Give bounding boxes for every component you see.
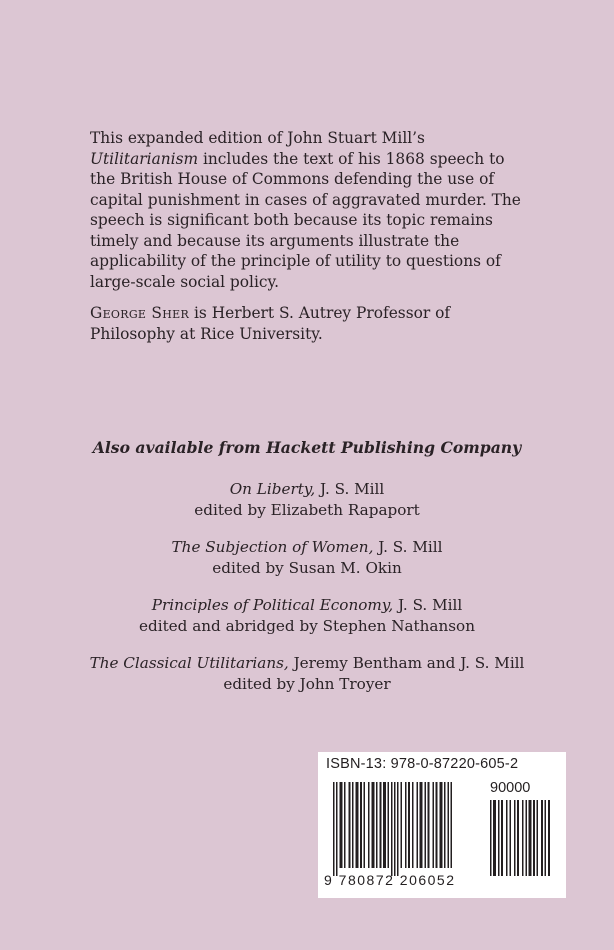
barcode-bar: [510, 800, 512, 876]
barcode-bar: [408, 782, 410, 868]
barcode-bar: [501, 800, 503, 876]
barcode-bar: [401, 782, 403, 868]
barcode-bar: [425, 782, 427, 868]
barcode-bar: [440, 782, 443, 868]
book-editor: edited by Susan M. Okin: [212, 558, 402, 577]
barcode-bar: [349, 782, 351, 868]
barcode-bar: [383, 782, 386, 868]
author-bio: [90, 303, 530, 344]
also-available-heading: Also available from Hackett Publishing Company: [92, 438, 522, 457]
barcode-bar: [548, 800, 550, 876]
book-list: [0, 479, 614, 711]
book-title: On Liberty,: [229, 480, 316, 498]
editor-name: George Sher: [90, 304, 190, 322]
barcode-box: [318, 752, 566, 898]
barcode-bar: [448, 782, 450, 868]
barcode-bar: [412, 782, 414, 868]
barcode-bar: [514, 800, 516, 876]
editor-bio-text: is Herbert S. Autrey Professor of Philosophy at Rice University.: [90, 304, 451, 343]
barcode-bar: [352, 782, 354, 868]
barcode-bar: [368, 782, 370, 868]
barcode-bar: [388, 782, 390, 868]
barcode-bar: [451, 782, 453, 868]
barcode-bar: [436, 782, 438, 868]
book-editor: edited by John Troyer: [223, 674, 391, 693]
book-title: The Classical Utilitarians,: [89, 654, 289, 672]
barcode-bar: [405, 782, 407, 868]
barcode-bar: [529, 800, 532, 876]
price-code: 90000: [490, 780, 531, 796]
barcode-bar: [394, 782, 396, 876]
barcode-bar: [397, 782, 399, 876]
barcode-bar: [380, 782, 382, 868]
barcode-bar: [490, 800, 492, 876]
barcode-bar: [433, 782, 435, 868]
barcode-bar: [498, 800, 500, 876]
description-paragraph: [90, 128, 530, 292]
barcode-bar: [493, 800, 496, 876]
barcode-bar: [417, 782, 419, 868]
barcode-bar: [356, 782, 359, 868]
barcode-bar: [517, 800, 519, 876]
barcode-bar: [537, 800, 539, 876]
barcode-bar: [526, 800, 528, 876]
barcode-bar: [333, 782, 335, 876]
book-title: Principles of Political Economy,: [151, 596, 394, 614]
barcode-bar: [344, 782, 346, 868]
book-entry: [0, 595, 614, 636]
ean-barcode-bars: [333, 782, 481, 876]
book-author: Jeremy Bentham and J. S. Mill: [288, 654, 525, 672]
book-entry: [0, 537, 614, 578]
ean-digits: 9 780872 206052: [324, 872, 456, 888]
blurb-text-start: This expanded edition of John Stuart Mill’s: [90, 129, 425, 147]
book-author: J. S. Mill: [373, 538, 443, 556]
blurb-text-end: includes the text of his 1868 speech to the British House of Commons defending the use of capital punishment in cases of aggravated murder. The speech is significant both because its topic remains timely and because its arguments illustrate the applicability of the principle of utility to questions of large-scale social policy.: [90, 149, 521, 291]
barcode-bar: [360, 782, 362, 868]
barcode-bar: [376, 782, 378, 868]
barcode-bar: [541, 800, 543, 876]
book-entry: [0, 653, 614, 694]
barcode-bar: [340, 782, 343, 868]
book-editor: edited by Elizabeth Rapaport: [194, 500, 420, 519]
addon-barcode-bars: [490, 800, 550, 876]
barcode-bar: [444, 782, 446, 868]
book-title-utilitarianism: Utilitarianism: [90, 149, 199, 168]
book-author: J. S. Mill: [315, 480, 385, 498]
barcode-bar: [428, 782, 430, 868]
barcode-bar: [372, 782, 375, 868]
book-author: J. S. Mill: [393, 596, 463, 614]
isbn-label: ISBN-13: 978-0-87220-605-2: [326, 756, 519, 772]
book-entry: [0, 479, 614, 520]
barcode-bar: [533, 800, 535, 876]
barcode-bar: [522, 800, 524, 876]
barcode-bar: [391, 782, 393, 876]
barcode-bar: [364, 782, 366, 868]
barcode-bar: [506, 800, 508, 876]
barcode-bar: [420, 782, 423, 868]
book-title: The Subjection of Women,: [171, 538, 374, 556]
barcode-bar: [545, 800, 547, 876]
barcode-bar: [336, 782, 338, 876]
book-editor: edited and abridged by Stephen Nathanson: [139, 616, 475, 635]
